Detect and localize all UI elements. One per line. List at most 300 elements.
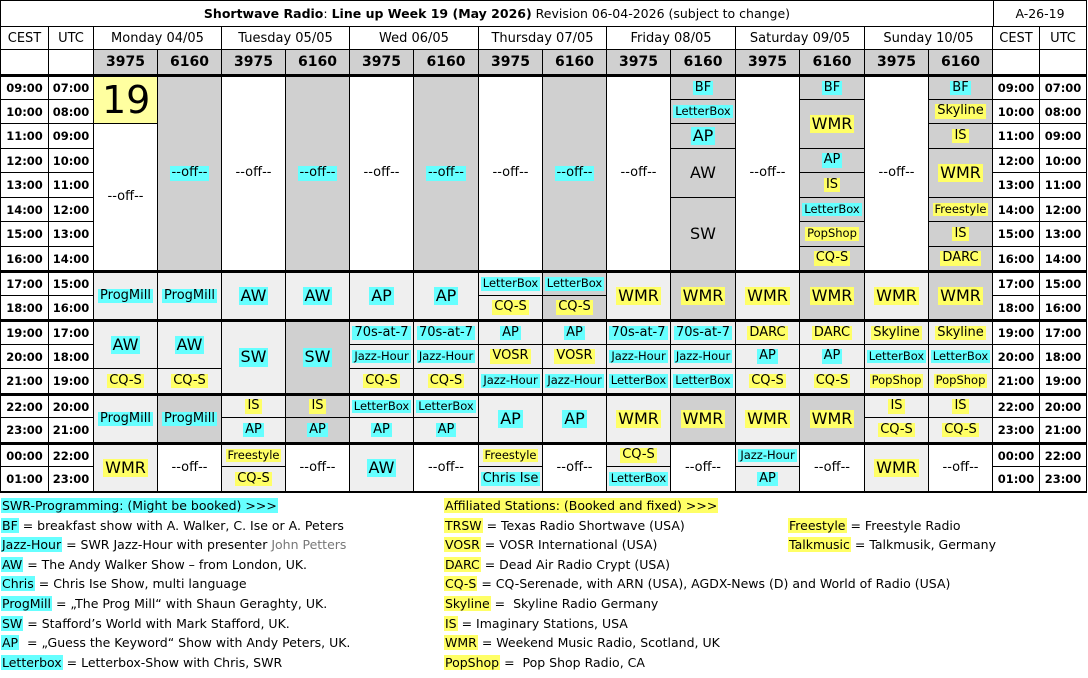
legend-entry [1,557,307,572]
program-label: AP [309,421,326,437]
program-label: --off-- [620,165,657,181]
program-label: CQ-S [815,250,849,266]
off-air-cell [222,75,286,271]
program-label: IS [954,225,967,241]
program-cell [414,369,479,394]
program-label: --off-- [878,165,915,181]
program-cell [929,418,993,443]
program-cell [414,394,479,418]
legend-entry [444,557,670,572]
time-cest: 21:00 [993,369,1040,394]
program-label: --off-- [171,459,208,475]
time-utc: 09:00 [1040,124,1087,149]
off-air-cell [414,75,479,271]
legend-entry [1,537,346,552]
program-label: --off-- [428,459,464,475]
program-label: CQ-S [365,372,398,388]
program-cell [158,320,222,369]
off-air-cell [736,75,800,271]
program-cell [865,394,929,418]
program-label: BF [823,79,841,95]
legend-entry [444,537,657,552]
time-cest: 19:00 [993,320,1040,345]
time-cest: 13:00 [0,173,49,198]
legend-header [1,498,278,513]
program-cell [94,320,158,369]
schedule-title [0,0,994,27]
time-utc: 12:00 [1040,198,1087,222]
frequency-header: 6160 [543,50,607,75]
time-utc: 10:00 [49,149,94,173]
frequency-header: 3975 [350,50,414,75]
day-header: Tuesday 05/05 [222,27,350,50]
time-utc: 13:00 [1040,222,1087,247]
program-label: DARC [749,324,786,340]
program-cell [286,418,350,443]
legend [0,495,1088,678]
time-utc: 07:00 [49,75,94,100]
time-cest: 20:00 [0,345,49,369]
header-blank [0,50,49,75]
program-label: DARC [813,324,851,340]
legend-key: DARC [445,556,480,572]
program-cell [543,271,607,296]
program-label: WMR [105,457,146,477]
header-cest-left: CEST [0,27,49,50]
program-cell [929,149,993,198]
program-cell [929,198,993,222]
header-blank [1040,50,1087,75]
program-label: BF [694,79,712,95]
day-header: Friday 08/05 [607,27,736,50]
program-label: 70s-at-7 [675,324,731,340]
program-label: AP [437,421,455,437]
time-utc: 15:00 [1040,271,1087,296]
time-cest: 11:00 [993,124,1040,149]
program-cell [736,345,800,369]
time-utc: 18:00 [49,345,94,369]
off-air-cell [543,75,607,271]
time-cest: 23:00 [0,418,49,443]
frequency-header: 3975 [607,50,671,75]
program-cell [607,271,671,320]
program-label: LetterBox [418,398,474,413]
program-label: LetterBox [482,276,539,291]
legend-entry [788,518,961,533]
program-label: SW [240,347,267,367]
program-cell [479,271,543,296]
program-cell [158,369,222,394]
program-cell [865,345,929,369]
program-cell [94,443,158,492]
legend-description: = Texas Radio Shortwave (USA) [482,517,685,533]
legend-description: = Pop Shop Radio, CA [500,654,645,670]
program-cell [350,345,414,369]
program-label: WMR [747,408,788,428]
program-cell [736,369,800,394]
time-cest: 16:00 [0,247,49,271]
program-cell [800,198,865,222]
program-cell [865,271,929,320]
off-air-cell [607,75,671,271]
program-label: --off-- [749,165,786,181]
time-cest: 18:00 [993,296,1040,320]
off-air-cell [286,75,350,271]
program-label: AW [304,285,331,305]
program-cell [929,345,993,369]
frequency-header: 6160 [414,50,479,75]
legend-description: = „The Prog Mill“ with Shaun Geraghty, UK. [51,596,328,611]
program-label: WMR [876,285,917,305]
program-label: LetterBox [675,103,731,118]
legend-entry [1,616,290,631]
program-label: Freestyle [934,201,987,216]
program-cell [736,394,800,443]
program-cell [94,394,158,443]
program-label: --off-- [235,165,272,181]
program-cell [671,198,736,271]
program-cell [94,271,158,320]
program-label: Jazz-Hour [675,348,731,363]
frequency-header: 6160 [800,50,865,75]
program-label: --off-- [299,459,336,475]
header-blank [49,50,94,75]
time-cest: 00:00 [993,443,1040,467]
legend-header-text: Affiliated Stations: (Booked and fixed) >>> [445,498,718,513]
off-air-cell [350,75,414,271]
legend-entry [1,655,282,670]
program-label: AP [371,285,392,305]
frequency-header: 3975 [865,50,929,75]
program-label: AW [112,334,139,354]
program-cell [929,124,993,149]
program-label: Chris Ise [482,470,539,486]
program-label: IS [890,398,903,414]
program-label: WMR [940,162,981,182]
time-cest: 17:00 [993,271,1040,296]
program-label: --off-- [685,459,721,475]
program-label: CQ-S [429,372,463,388]
program-label: Jazz-Hour [740,447,795,462]
program-cell [736,320,800,345]
program-label: CQ-S [815,372,849,388]
program-cell [414,271,479,320]
time-utc: 16:00 [49,296,94,320]
program-cell [800,320,865,345]
program-label: SW [304,347,331,367]
program-label: CQ-S [109,372,142,388]
program-cell [158,271,222,320]
day-header: Thursday 07/05 [479,27,607,50]
program-cell [865,320,929,345]
time-cest: 22:00 [0,394,49,418]
program-cell [736,271,800,320]
program-cell [607,394,671,443]
program-cell [800,173,865,198]
program-cell [607,369,671,394]
program-cell [800,75,865,100]
legend-key: Chris [2,576,34,592]
program-cell [671,320,736,345]
legend-entry [444,655,645,670]
legend-description: = Stafford’s World with Mark Stafford, UK. [23,615,290,631]
program-cell [929,222,993,247]
program-cell [671,149,736,198]
time-cest: 01:00 [0,467,49,492]
time-cest: 12:00 [0,149,49,173]
program-label: DARC [942,250,979,266]
program-label: BF [952,79,969,95]
program-label: IS [311,398,324,414]
time-utc: 17:00 [1040,320,1087,345]
program-cell [543,320,607,345]
program-cell [671,345,736,369]
program-cell [479,369,543,394]
time-utc: 14:00 [1040,247,1087,271]
time-utc: 08:00 [49,100,94,124]
program-label: IS [825,176,839,192]
program-label: VOSR [556,348,593,364]
program-cell [800,100,865,149]
program-label: CQ-S [622,447,655,463]
program-cell [736,443,800,467]
program-cell [800,345,865,369]
program-label: Jazz-Hour [611,348,666,363]
program-label: AW [240,285,267,305]
program-cell [671,394,736,443]
program-label: AP [823,348,841,364]
program-label: LetterBox [868,348,925,363]
program-cell [800,149,865,173]
time-utc: 17:00 [49,320,94,345]
time-utc: 12:00 [49,198,94,222]
header-cest-right: CEST [993,27,1040,50]
header-blank [993,50,1040,75]
off-air-cell [671,443,736,492]
program-label: --off-- [942,459,979,475]
program-cell [800,247,865,271]
program-label: --off-- [363,165,400,181]
program-cell [929,394,993,418]
time-utc: 11:00 [1040,173,1087,198]
program-label: Freestyle [227,447,280,462]
program-label: WMR [747,285,788,305]
legend-description: = VOSR International (USA) [480,537,658,553]
program-label: Skyline [937,103,984,119]
off-air-cell [543,443,607,492]
grid-bottom-border [0,491,1087,493]
legend-description: = The Andy Walker Show – from London, UK. [23,556,308,572]
time-cest: 18:00 [0,296,49,320]
program-label: WMR [618,408,659,428]
program-label: AW [176,334,203,354]
program-label: IS [247,398,260,414]
program-label: WMR [618,285,659,305]
program-cell [929,75,993,100]
time-cest: 09:00 [0,75,49,100]
program-cell [800,271,865,320]
time-utc: 23:00 [49,467,94,492]
legend-key: WMR [445,635,477,651]
program-cell [865,369,929,394]
legend-entry [1,635,350,650]
program-label: --off-- [814,459,850,475]
legend-entry [444,518,685,533]
time-utc: 18:00 [1040,345,1087,369]
time-cest: 15:00 [993,222,1040,247]
program-label: IS [954,127,967,143]
program-cell [543,394,607,443]
legend-header-text: SWR-Programming: (Might be booked) >>> [2,498,277,513]
program-label: ProgMill [164,287,215,303]
program-cell [543,369,607,394]
time-utc: 13:00 [49,222,94,247]
time-utc: 22:00 [49,443,94,467]
program-cell [543,345,607,369]
program-cell [671,75,736,100]
legend-header [444,498,718,513]
program-cell [350,320,414,345]
program-cell [350,418,414,443]
time-cest: 00:00 [0,443,49,467]
program-cell [158,394,222,443]
time-cest: 23:00 [993,418,1040,443]
legend-description: = „Guess the Keyword“ Show with Andy Peters, UK. [19,635,351,651]
frequency-header: 6160 [929,50,993,75]
program-label: --off-- [556,459,593,475]
program-label: CQ-S [494,299,527,315]
program-label: AP [566,324,583,340]
legend-description: = Freestyle Radio [846,517,961,533]
legend-entry [788,537,996,552]
time-utc: 14:00 [49,247,94,271]
program-label: CQ-S [751,372,784,388]
program-cell [671,369,736,394]
program-cell [543,296,607,320]
day-header: Sunday 10/05 [865,27,993,50]
program-label: LetterBox [675,373,731,388]
time-cest: 10:00 [993,100,1040,124]
program-label: Skyline [937,324,984,340]
program-label: CQ-S [173,372,206,388]
program-label: 70s-at-7 [418,324,474,340]
legend-key: PopShop [445,654,500,670]
program-cell [929,271,993,320]
program-cell [479,467,543,492]
program-cell [929,247,993,271]
program-cell [736,467,800,492]
time-utc: 19:00 [49,369,94,394]
program-cell [94,75,158,124]
program-label: VOSR [492,348,529,364]
legend-key: VOSR [445,537,480,553]
program-label: WMR [940,285,981,305]
program-label: AP [564,408,585,428]
time-cest: 22:00 [993,394,1040,418]
legend-description: = Skyline Radio Germany [490,596,659,611]
legend-entry [1,518,344,533]
time-cest: 15:00 [0,222,49,247]
time-utc: 22:00 [1040,443,1087,467]
program-cell [607,443,671,467]
legend-key: SW [2,615,23,631]
program-cell [800,222,865,247]
legend-key: AW [2,556,23,572]
legend-key: Skyline [445,596,490,611]
time-cest: 01:00 [993,467,1040,492]
program-label: 70s-at-7 [354,324,409,340]
program-label: WMR [876,457,917,477]
program-label: PopShop [871,373,922,388]
time-utc: 11:00 [49,173,94,198]
legend-key: Letterbox [2,654,62,670]
legend-description: = Imaginary Stations, USA [457,615,628,631]
program-cell [286,271,350,320]
header-utc-left: UTC [49,27,94,50]
time-utc: 08:00 [1040,100,1087,124]
title-bold: Shortwave Radio [203,6,324,21]
program-cell [929,369,993,394]
program-label: AP [823,152,841,168]
program-cell [350,443,414,492]
time-utc: 15:00 [49,271,94,296]
title-colon: : [323,6,332,21]
program-label: AP [759,348,776,364]
time-cest: 11:00 [0,124,49,149]
time-cest: 12:00 [993,149,1040,173]
time-utc: 16:00 [1040,296,1087,320]
legend-entry [444,616,628,631]
legend-key: IS [445,615,457,631]
program-label: WMR [811,285,853,305]
off-air-cell [414,443,479,492]
off-air-cell [158,443,222,492]
legend-key: Jazz-Hour [2,537,62,553]
program-cell [671,100,736,124]
frequency-header: 6160 [671,50,736,75]
frequency-header: 6160 [158,50,222,75]
frequency-header: 3975 [479,50,543,75]
program-label: CQ-S [944,421,977,437]
time-cest: 10:00 [0,100,49,124]
program-cell [607,320,671,345]
program-cell [414,320,479,345]
time-utc: 09:00 [49,124,94,149]
program-label: Skyline [873,324,920,340]
program-cell [865,443,929,492]
time-cest: 14:00 [993,198,1040,222]
legend-key: BF [2,517,18,533]
legend-presenter: John Petters [271,537,347,553]
time-cest: 17:00 [0,271,49,296]
program-cell [222,467,286,492]
legend-description: = SWR Jazz-Hour with presenter [62,537,272,553]
program-label: --off-- [428,165,464,181]
legend-key: Talkmusic [789,537,850,553]
program-label: WMR [682,285,724,305]
program-cell [479,443,543,467]
off-air-cell [286,443,350,492]
off-air-cell [94,124,158,271]
program-label: CQ-S [880,421,913,437]
program-label: Jazz-Hour [483,373,538,388]
legend-key: AP [2,635,19,651]
off-air-cell [929,443,993,492]
program-cell [286,394,350,418]
legend-description: = Weekend Music Radio, Scotland, UK [477,635,720,651]
time-cest: 09:00 [993,75,1040,100]
week-number: 19 [102,78,151,122]
